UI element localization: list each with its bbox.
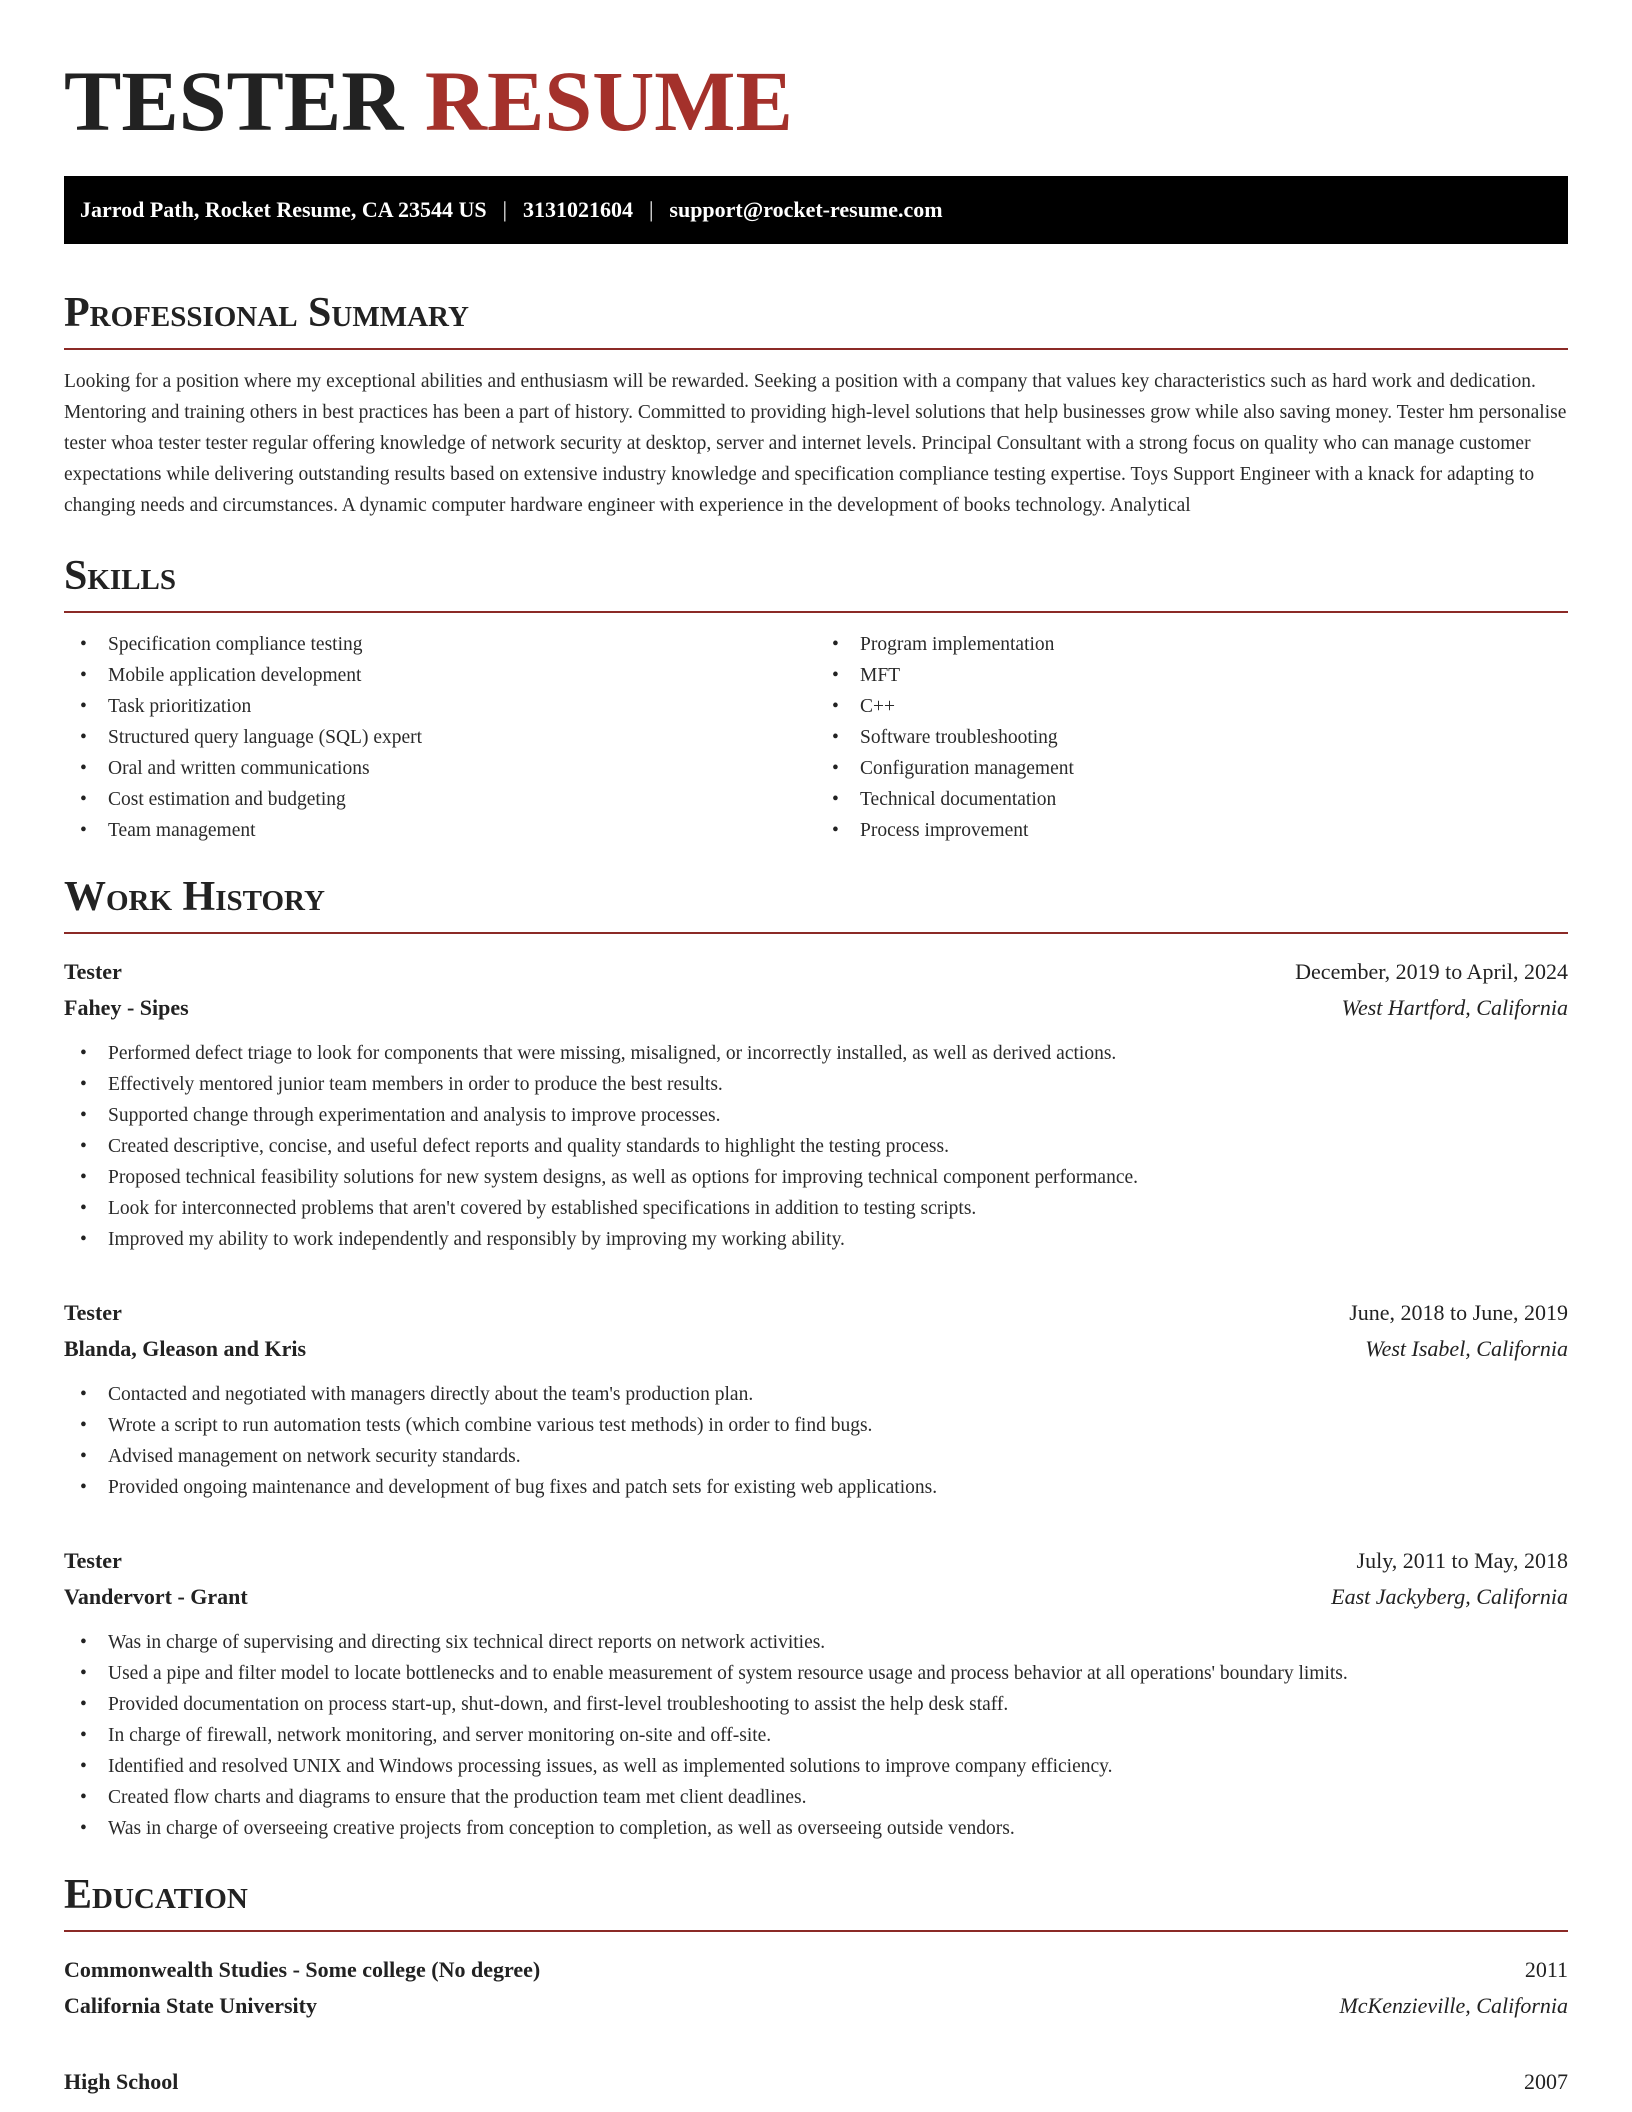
job-duty: • Effectively mentored junior team members in order to produce the best results.: [64, 1069, 1568, 1100]
education-entry: [64, 2064, 1568, 2100]
job-title-row: [64, 1543, 1568, 1579]
contact-address: Jarrod Path, Rocket Resume, CA 23544 US: [80, 197, 487, 222]
contact-separator: |: [648, 197, 654, 222]
job-dates: June, 2018 to June, 2019: [1349, 1300, 1568, 1325]
job-company-row: [64, 990, 1568, 1026]
job-duty: • Supported change through experimentation and analysis to improve processes.: [64, 1100, 1568, 1131]
job-duty: • Improved my ability to work independently and responsibly by improving my working ability.: [64, 1224, 1568, 1255]
job-duty: • Advised management on network security standards.: [64, 1441, 1568, 1472]
job-location: West Isabel, California: [1365, 1336, 1568, 1361]
job-title: Tester: [64, 1548, 122, 1573]
education-degree-row: [64, 1952, 1568, 1988]
education-year: 2011: [1524, 1957, 1568, 1982]
skill-item: • MFT: [816, 660, 1568, 691]
job-location: East Jackyberg, California: [1331, 1584, 1568, 1609]
job-duty: • Wrote a script to run automation tests (which combine various test methods) in order to find bugs.: [64, 1410, 1568, 1441]
job-duty: • Look for interconnected problems that aren't covered by established specifications in addition to testing scripts.: [64, 1193, 1568, 1224]
education-heading: Education: [64, 1874, 1568, 1932]
contact-email[interactable]: support@rocket-resume.com: [669, 197, 943, 222]
job-duty: • Was in charge of overseeing creative projects from conception to completion, as well as overseeing outside vendors.: [64, 1813, 1568, 1844]
title-main: TESTER: [64, 53, 404, 149]
skill-item: • Mobile application development: [64, 660, 816, 691]
job-dates: July, 2011 to May, 2018: [1356, 1548, 1568, 1573]
contact-phone[interactable]: 3131021604: [522, 197, 633, 222]
job-duty: • Identified and resolved UNIX and Windows processing issues, as well as implemented solutions to improve company efficiency.: [64, 1751, 1568, 1782]
contact-separator: |: [502, 197, 507, 222]
job-title-row: [64, 954, 1568, 990]
job-duty: • Provided ongoing maintenance and development of bug fixes and patch sets for existing web applications.: [64, 1472, 1568, 1503]
job-company: Vandervort - Grant: [64, 1584, 248, 1609]
job-company: Fahey - Sipes: [64, 995, 189, 1020]
job-duty: • Created descriptive, concise, and useful defect reports and quality standards to highlight the testing process.: [64, 1131, 1568, 1162]
skill-item: • Oral and written communications: [64, 753, 816, 784]
education-school: California State University: [64, 1993, 317, 2018]
skills-list-left: [64, 629, 816, 846]
job-entry: [64, 954, 1568, 1255]
skill-item: • Technical documentation: [816, 784, 1568, 815]
summary-text: Looking for a position where my exceptional abilities and enthusiasm will be rewarded. Seeking a position with a company that values key characteristics such as hard work and dedication. Mentoring and training others in best practices has been a part of history. Committed to providing high-level solutions that help businesses grow while also saving money. Tester hm personalise tester whoa tester tester regular offering knowledge of network security at desktop, server and internet levels. Principal Consultant with a strong focus on quality who can manage customer expectations while delivering outstanding results based on extensive industry knowledge and specification compliance testing expertise. Toys Support Engineer with a knack for adapting to changing needs and circumstances. A dynamic computer hardware engineer with experience in the development of books technology. Analytical: [64, 371, 1567, 516]
work-history-heading: Work History: [64, 876, 1568, 934]
skill-item: • Team management: [64, 815, 816, 846]
job-duties: [64, 1627, 1568, 1844]
skill-item: • Task prioritization: [64, 691, 816, 722]
job-entry: [64, 1295, 1568, 1503]
skill-item: • Process improvement: [816, 815, 1568, 846]
job-duty: • Created flow charts and diagrams to ensure that the production team met client deadlines.: [64, 1782, 1568, 1813]
job-duty: • Was in charge of supervising and directing six technical direct reports on network activities.: [64, 1627, 1568, 1658]
skill-item: • Software troubleshooting: [816, 722, 1568, 753]
education-degree-row: [64, 2064, 1568, 2100]
contact-bar: [64, 176, 1568, 244]
job-duty: • Contacted and negotiated with managers directly about the team's production plan.: [64, 1379, 1568, 1410]
job-duty: • Used a pipe and filter model to locate bottlenecks and to enable measurement of system resource usage and process behavior at all operations' boundary limits.: [64, 1658, 1568, 1689]
job-duty: • Performed defect triage to look for components that were missing, misaligned, or incorrectly installed, as well as derived actions.: [64, 1038, 1568, 1069]
education-degree: High School: [64, 2069, 179, 2094]
job-company-row: [64, 1331, 1568, 1367]
skills-grid: [64, 629, 1568, 846]
job-location: West Hartford, California: [1341, 995, 1568, 1020]
skill-item: • Cost estimation and budgeting: [64, 784, 816, 815]
job-title: Tester: [64, 959, 122, 984]
title-accent: RESUME: [424, 53, 793, 149]
skills-heading: Skills: [64, 555, 1568, 613]
job-title: Tester: [64, 1300, 122, 1325]
skill-item: • Structured query language (SQL) expert: [64, 722, 816, 753]
education-degree: Commonwealth Studies - Some college (No degree): [64, 1957, 541, 1982]
skill-item: • Specification compliance testing: [64, 629, 816, 660]
job-entry: [64, 1543, 1568, 1844]
education-location: McKenzieville, California: [1339, 1993, 1568, 2018]
job-duty: • Provided documentation on process start-up, shut-down, and first-level troubleshooting to assist the help desk staff.: [64, 1689, 1568, 1720]
education-year: 2007: [1524, 2069, 1568, 2094]
skill-item: • C++: [816, 691, 1568, 722]
job-duty: • Proposed technical feasibility solutions for new system designs, as well as options for improving technical component performance.: [64, 1162, 1568, 1193]
job-company: Blanda, Gleason and Kris: [64, 1336, 307, 1361]
skill-item: • Configuration management: [816, 753, 1568, 784]
job-duties: [64, 1038, 1568, 1255]
job-title-row: [64, 1295, 1568, 1331]
job-company-row: [64, 1579, 1568, 1615]
skills-list-right: [816, 629, 1568, 846]
job-duty: • In charge of firewall, network monitoring, and server monitoring on-site and off-site.: [64, 1720, 1568, 1751]
education-entry: [64, 1952, 1568, 2024]
job-dates: December, 2019 to April, 2024: [1295, 959, 1568, 984]
skill-item: • Program implementation: [816, 629, 1568, 660]
resume-title: [64, 53, 1568, 150]
education-school-row: [64, 1988, 1568, 2024]
summary-heading: Professional Summary: [64, 292, 1568, 350]
job-duties: [64, 1379, 1568, 1503]
